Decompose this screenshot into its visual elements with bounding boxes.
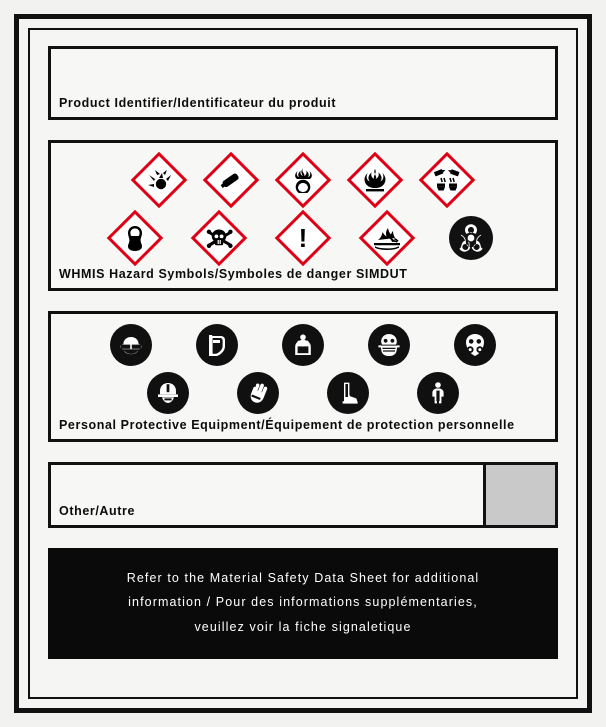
exclamation-mark-icon[interactable] [276, 211, 330, 265]
exclamation-mark-glyph: ! [298, 223, 308, 253]
biohazard-disc [449, 216, 493, 260]
exploding-bomb-glyph [132, 153, 186, 207]
hazard-symbols-row-1 [51, 153, 555, 207]
ppe-row-2 [51, 372, 555, 414]
safety-boots-icon[interactable] [327, 372, 369, 414]
apron-icon[interactable] [282, 324, 324, 366]
dust-mask-icon[interactable] [368, 324, 410, 366]
biohazard-icon[interactable] [444, 211, 498, 265]
exploding-bomb-icon[interactable] [132, 153, 186, 207]
other-label: Other/Autre [59, 504, 136, 518]
hazard-symbols-section [48, 140, 558, 291]
health-hazard-icon[interactable] [108, 211, 162, 265]
hazard-symbols-label: WHMIS Hazard Symbols/Symboles de danger SIMDUT [59, 267, 408, 281]
ppe-label: Personal Protective Equipment/Équipement de protection personnelle [59, 418, 515, 432]
respirator-icon[interactable] [454, 324, 496, 366]
label-inner-frame [28, 28, 578, 699]
other-label-area [51, 465, 483, 525]
health-hazard-glyph [108, 211, 162, 265]
biohazard-glyph [444, 211, 498, 265]
hazard-symbols-row-2 [51, 211, 555, 265]
flame-icon[interactable] [348, 153, 402, 207]
corrosion-icon[interactable] [420, 153, 474, 207]
flame-glyph [348, 153, 402, 207]
skull-and-crossbones-glyph [192, 211, 246, 265]
flame-over-circle-glyph [276, 153, 330, 207]
other-swatch-box[interactable] [483, 465, 555, 525]
face-shield-icon[interactable] [196, 324, 238, 366]
product-identifier-section[interactable] [48, 46, 558, 120]
ppe-row-1 [51, 324, 555, 366]
msds-note-line-3: veuillez voir la fiche signaletique [194, 619, 412, 634]
flame-over-circle-icon[interactable] [276, 153, 330, 207]
protective-coveralls-icon[interactable] [417, 372, 459, 414]
ppe-section [48, 311, 558, 442]
safety-gloves-icon[interactable] [237, 372, 279, 414]
msds-note-section [48, 548, 558, 659]
label-outer-frame [14, 14, 592, 713]
corrosion-glyph [420, 153, 474, 207]
environment-icon[interactable] [360, 211, 414, 265]
msds-note-line-2: information / Pour des informations supplémentaries, [128, 595, 478, 610]
msds-note-line-1: Refer to the Material Safety Data Sheet for additional [126, 571, 480, 585]
environment-glyph [360, 211, 414, 265]
hard-hat-icon[interactable] [147, 372, 189, 414]
product-identifier-label: Product Identifier/Identificateur du produit [59, 96, 337, 110]
gas-cylinder-glyph [204, 153, 258, 207]
gas-cylinder-icon[interactable] [204, 153, 258, 207]
other-section[interactable] [48, 462, 558, 528]
safety-glasses-icon[interactable] [110, 324, 152, 366]
skull-and-crossbones-icon[interactable] [192, 211, 246, 265]
